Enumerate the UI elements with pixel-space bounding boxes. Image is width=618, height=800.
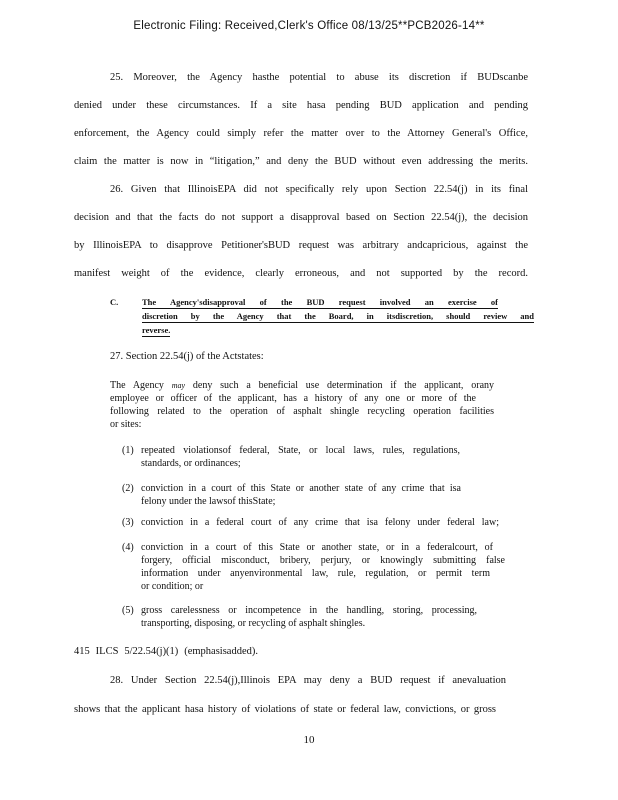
item-5-number: (5) [122,605,134,616]
item-2-line-1: conviction in a court of this State or another state of any crime that isa [141,483,461,494]
item-2-line-2: felony under the lawsof thisState; [141,496,276,507]
p25-line-4: claim the matter is now in “litigation,” and deny the BUD without even addressing the merits. [74,156,528,167]
emphasis-may: may [171,381,186,390]
page-number: 10 [303,734,315,746]
item-5-line-1: gross carelessness or incompetence in the handling, storing, processing, [141,605,477,616]
item-4-line-4: or condition; or [141,581,204,592]
p26-line-1: 26. Given that IllinoisEPA did not specifically rely upon Section 22.54(j) in its final [110,184,528,195]
heading-label: C. [110,297,119,307]
p28-line-2: shows that the applicant hasa history of violations of state or federal law, convictions, or gross [74,704,496,715]
item-4-line-1: conviction in a court of this State or another state, or in a federalcourt, of [141,542,493,553]
item-1-line-2: standards, or ordinances; [141,458,241,469]
p27-line-1: 27. Section 22.54(j) of the Actstates: [110,351,264,362]
quote-line-1: The Agency may deny such a beneficial use determination if the applicant, orany [110,380,495,391]
filing-header: Electronic Filing: Received,Clerk's Office 08/13/25**PCB2026-14** [133,20,485,32]
quote-line-2: employee or officer of the applicant, has a history of any one or more of the [110,393,476,404]
item-3-number: (3) [122,517,134,528]
p26-line-2: decision and that the facts do not support a disapproval based on Section 22.54(j), the decision [74,212,528,223]
quote-line-4: or sites: [110,419,142,430]
item-1-line-1: repeated violationsof federal, State, or local laws, rules, regulations, [141,445,460,456]
heading-line-3: reverse. [142,325,171,335]
p28-line-1: 28. Under Section 22.54(j),Illinois EPA may deny a BUD request if anevaluation [110,675,506,686]
item-4-line-3: information under anyenvironmental law, rule, regulation, or permit term [141,568,490,579]
item-5-line-2: transporting, disposing, or recycling of asphalt shingles. [141,618,366,629]
quote-line-3: following related to the operation of asphalt shingle recycling operation facilities [110,406,494,417]
item-4-number: (4) [122,542,134,553]
heading-line-2: discretion by the Agency that the Board, in itsdiscretion, should review and [142,311,534,321]
item-4-line-2: forgery, official misconduct, bribery, perjury, or knowingly submitting false [141,555,505,566]
item-3-line-1: conviction in a federal court of any crime that isa felony under federal law; [141,517,499,528]
p25-line-3: enforcement, the Agency could simply refer the matter over to the Attorney General's Office, [74,128,528,139]
p26-line-4: manifest weight of the evidence, clearly erroneous, and not supported by the record. [74,268,528,279]
item-2-number: (2) [122,483,134,494]
p25-line-2: denied under these circumstances. If a site hasa pending BUD application and pending [74,100,528,111]
p26-line-3: by IllinoisEPA to disapprove Petitioner'sBUD request was arbitrary andcapricious, against the [74,240,528,251]
item-1-number: (1) [122,445,134,456]
statute-citation: 415 ILCS 5/22.54(j)(1) (emphasisadded). [74,646,258,657]
heading-line-1: The Agency'sdisapproval of the BUD request involved an exercise of [142,297,498,307]
p25-line-1: 25. Moreover, the Agency hasthe potential to abuse its discretion if BUDscanbe [110,72,528,83]
